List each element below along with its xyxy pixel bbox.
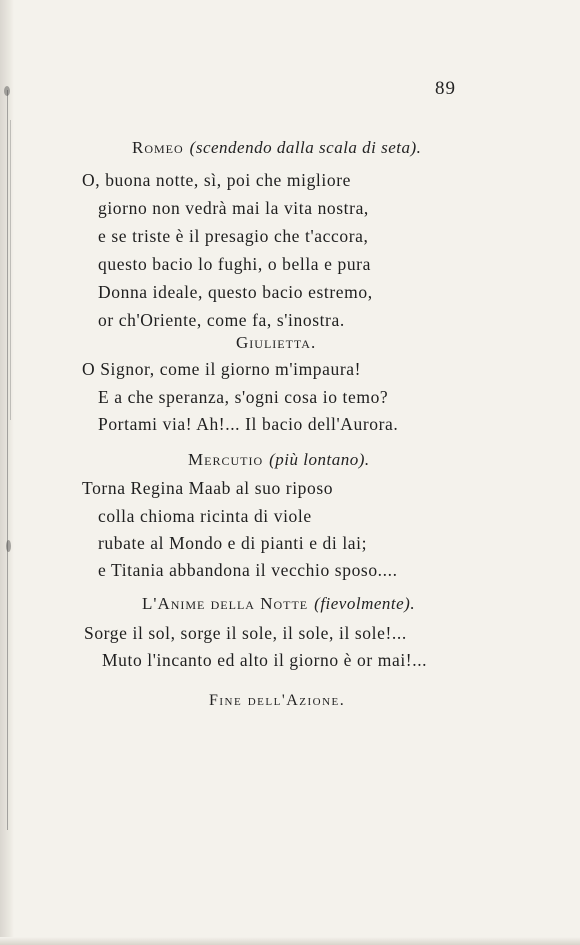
verse-line: Donna ideale, questo bacio estremo, xyxy=(98,282,373,302)
speaker-heading-romeo xyxy=(132,138,421,158)
speaker-name: Mercutio xyxy=(188,450,264,469)
verse-line: or ch'Oriente, come fa, s'inostra. xyxy=(98,310,345,330)
ink-speck xyxy=(4,86,10,96)
gutter-stitch-line xyxy=(10,120,11,420)
page-bottom-edge xyxy=(0,937,580,945)
verse-line: giorno non vedrà mai la vita nostra, xyxy=(98,198,369,218)
stage-direction: (scendendo dalla scala di seta). xyxy=(189,138,422,157)
verse-line: E a che speranza, s'ogni cosa io temo? xyxy=(98,387,389,407)
stage-direction: (fievolmente). xyxy=(314,594,416,613)
gutter-stitch-line xyxy=(7,90,8,830)
speaker-name: L'Anime della Notte xyxy=(142,594,309,613)
verse-line: colla chioma ricinta di viole xyxy=(98,506,312,526)
speaker-name: Giulietta. xyxy=(236,333,317,352)
closing-line: Fine dell'Azione. xyxy=(209,692,346,709)
ink-speck xyxy=(6,540,11,552)
page-number: 89 xyxy=(435,78,456,99)
verse-line: Portami via! Ah!... Il bacio dell'Aurora. xyxy=(98,414,399,434)
verse-line: e se triste è il presagio che t'accora, xyxy=(98,226,369,246)
speaker-heading-mercutio xyxy=(188,450,370,470)
speaker-heading-anime xyxy=(142,594,415,614)
verse-line: Muto l'incanto ed alto il giorno è or mai!... xyxy=(102,650,428,670)
page-gutter xyxy=(0,0,14,945)
speaker-heading-giulietta xyxy=(236,333,316,353)
verse-line: O Signor, come il giorno m'impaura! xyxy=(82,359,362,379)
verse-line: Torna Regina Maab al suo riposo xyxy=(82,478,334,498)
speaker-name: Romeo xyxy=(132,138,184,157)
stage-direction: (più lontano). xyxy=(269,450,370,469)
verse-line: Sorge il sol, sorge il sole, il sole, il sole!... xyxy=(84,623,407,643)
verse-line: e Titania abbandona il vecchio sposo.... xyxy=(98,560,398,580)
verse-line: O, buona notte, sì, poi che migliore xyxy=(82,170,351,190)
verse-line: questo bacio lo fughi, o bella e pura xyxy=(98,254,371,274)
verse-line: rubate al Mondo e di pianti e di lai; xyxy=(98,533,368,553)
